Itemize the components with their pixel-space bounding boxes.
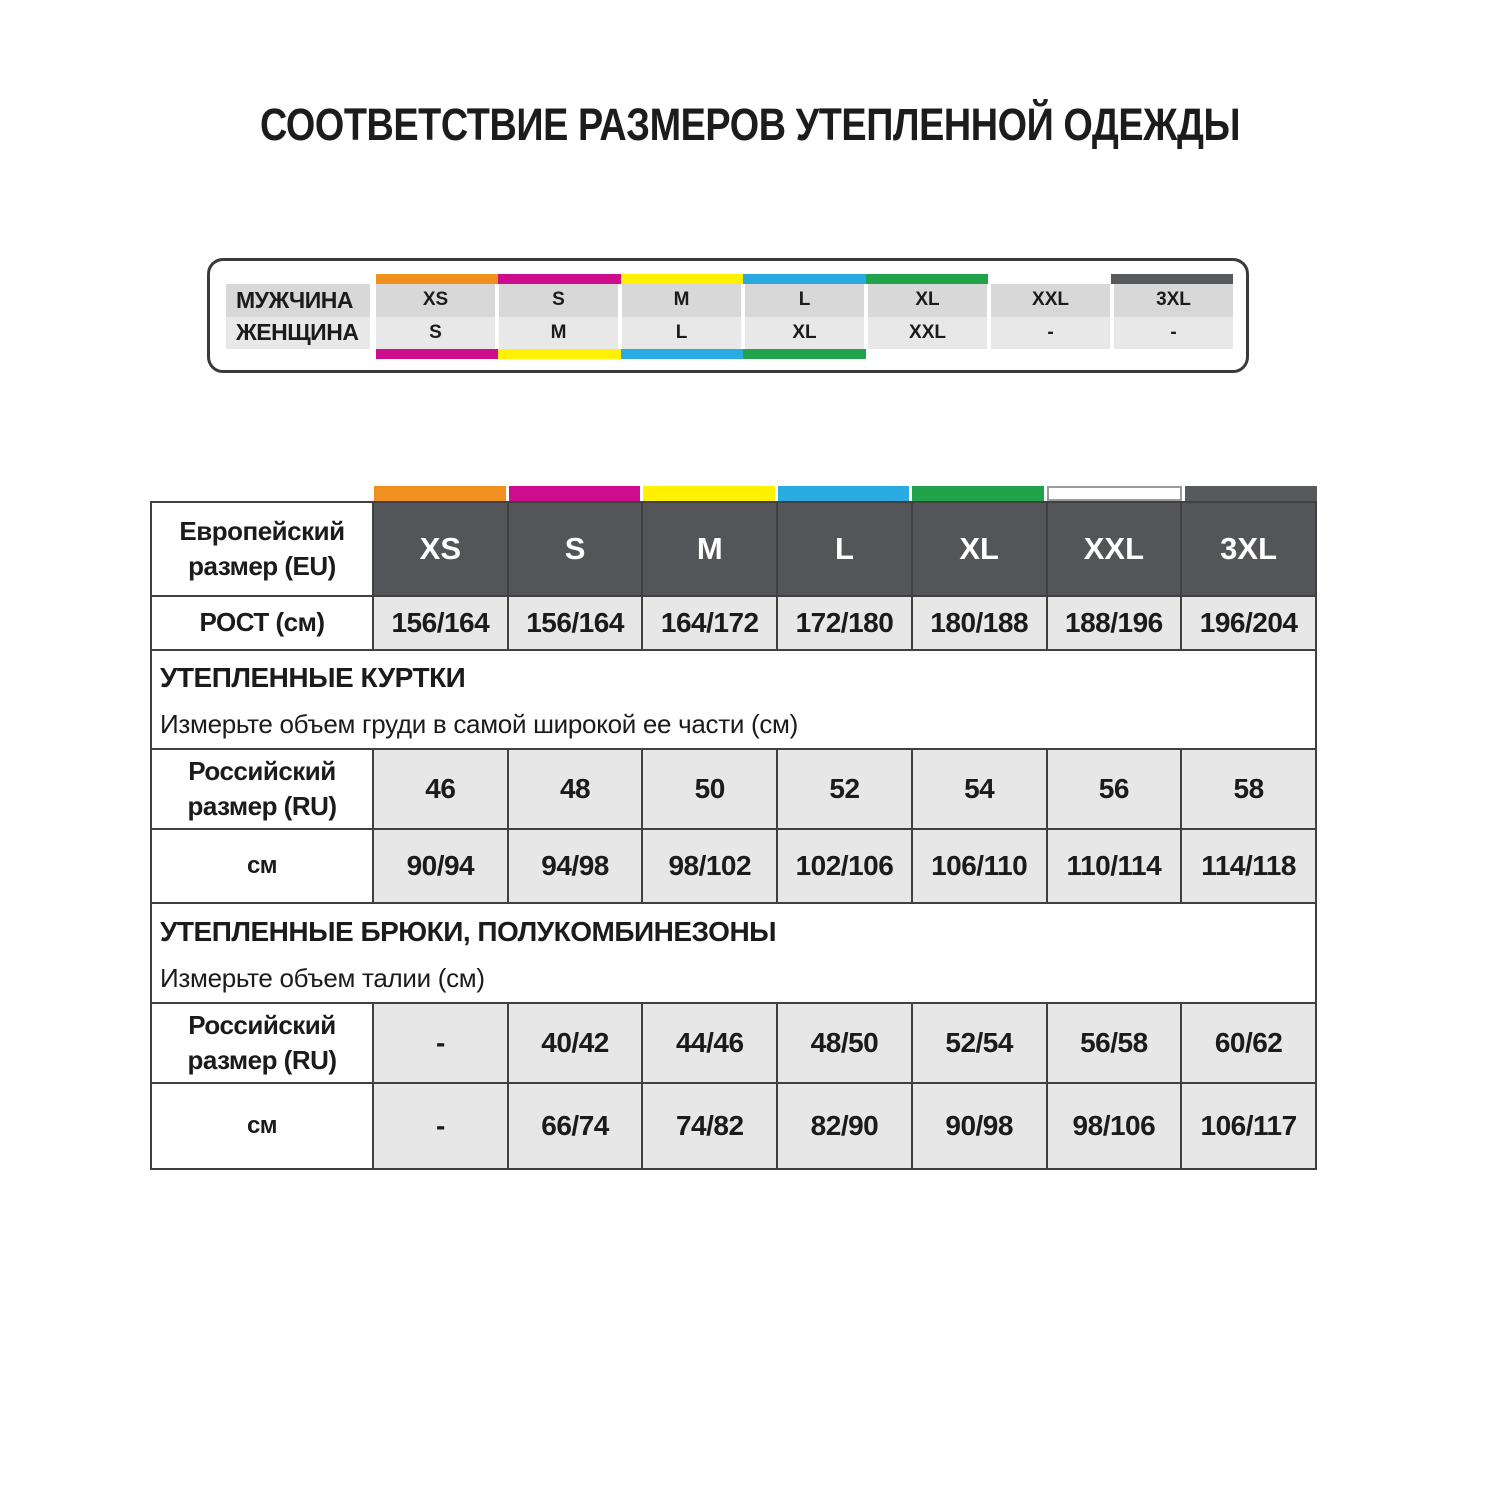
section-title: УТЕПЛЕННЫЕ КУРТКИ <box>160 662 466 693</box>
cm-value: 106/110 <box>912 829 1047 903</box>
ru-size-value: - <box>373 1003 508 1083</box>
height-value: 156/164 <box>373 596 508 650</box>
section-title: УТЕПЛЕННЫЕ БРЮКИ, ПОЛУКОМБИНЕЗОНЫ <box>160 915 777 947</box>
eu-size-header: XXL <box>1047 502 1182 596</box>
size-table <box>150 501 1317 1170</box>
gender-row-label: МУЖЧИНА <box>226 284 376 316</box>
gender-size-box <box>207 258 1249 373</box>
gender-size-value: L <box>622 317 745 349</box>
ru-size-value: 56 <box>1047 749 1182 829</box>
color-bar-blue <box>743 274 865 284</box>
gender-row-label: ЖЕНЩИНА <box>226 317 376 349</box>
color-bar-empty <box>866 349 988 359</box>
ru-size-value: 48 <box>508 749 643 829</box>
height-value: 196/204 <box>1181 596 1316 650</box>
color-bar-orange <box>374 486 506 501</box>
gender-size-value: - <box>1114 317 1233 349</box>
gender-size-value: XL <box>868 284 991 316</box>
height-value: 156/164 <box>508 596 643 650</box>
cm-value: - <box>373 1083 508 1169</box>
eu-size-header: XS <box>373 502 508 596</box>
gender-size-value: XXL <box>868 317 991 349</box>
color-bar-orange <box>376 274 498 284</box>
section-jackets <box>151 650 1316 749</box>
ru-size-value: 54 <box>912 749 1047 829</box>
color-bar-white <box>1047 486 1183 501</box>
ru-size-value: 48/50 <box>777 1003 912 1083</box>
ru-size-value: 44/46 <box>642 1003 777 1083</box>
color-bar-yellow <box>498 349 620 359</box>
color-bar-empty <box>988 274 1110 284</box>
ru-size-value: 46 <box>373 749 508 829</box>
cm-value: 98/106 <box>1047 1083 1182 1169</box>
ru-size-value: 56/58 <box>1047 1003 1182 1083</box>
gender-size-value: S <box>499 284 622 316</box>
color-bar-green <box>743 349 865 359</box>
section-subtitle: Измерьте объем груди в самой широкой ее части (см) <box>160 709 798 739</box>
eu-size-header: S <box>508 502 643 596</box>
height-value: 172/180 <box>777 596 912 650</box>
eu-size-header: M <box>642 502 777 596</box>
ru-size-label: Российский размер (RU) <box>151 1003 373 1083</box>
gender-size-value: S <box>376 317 499 349</box>
eu-size-header: XL <box>912 502 1047 596</box>
table-color-bars <box>374 486 1317 501</box>
height-label: РОСТ (см) <box>151 596 373 650</box>
height-value: 188/196 <box>1047 596 1182 650</box>
cm-value: 90/94 <box>373 829 508 903</box>
color-bar-blue <box>621 349 743 359</box>
color-bar-gray <box>1185 486 1317 501</box>
cm-label: см <box>151 829 373 903</box>
ru-size-value: 50 <box>642 749 777 829</box>
color-bar-yellow <box>621 274 743 284</box>
gender-size-value: L <box>745 284 868 316</box>
section-pants <box>151 903 1316 1003</box>
gender-size-value: - <box>991 317 1114 349</box>
ru-size-value: 52 <box>777 749 912 829</box>
gender-top-color-bars <box>376 274 1233 284</box>
ru-size-value: 60/62 <box>1181 1003 1316 1083</box>
color-bar-magenta <box>509 486 641 501</box>
cm-value: 114/118 <box>1181 829 1316 903</box>
height-value: 164/172 <box>642 596 777 650</box>
color-bar-magenta <box>376 349 498 359</box>
color-bar-magenta <box>498 274 620 284</box>
ru-size-value: 52/54 <box>912 1003 1047 1083</box>
cm-value: 102/106 <box>777 829 912 903</box>
color-bar-yellow <box>643 486 775 501</box>
page-title: СООТВЕТСТВИЕ РАЗМЕРОВ УТЕПЛЕННОЙ ОДЕЖДЫ <box>259 99 1241 150</box>
color-bar-green <box>866 274 988 284</box>
ru-size-value: 58 <box>1181 749 1316 829</box>
cm-label: см <box>151 1083 373 1169</box>
gender-size-value: M <box>622 284 745 316</box>
cm-value: 94/98 <box>508 829 643 903</box>
cm-value: 106/117 <box>1181 1083 1316 1169</box>
gender-size-value: M <box>499 317 622 349</box>
men-sizes-row <box>226 284 1233 316</box>
eu-size-label: Европейский размер (EU) <box>151 502 373 596</box>
cm-value: 110/114 <box>1047 829 1182 903</box>
cm-value: 74/82 <box>642 1083 777 1169</box>
size-table-block <box>150 486 1317 1170</box>
eu-size-header: L <box>777 502 912 596</box>
color-bar-empty <box>1111 349 1233 359</box>
color-bar-gray <box>1111 274 1233 284</box>
section-subtitle: Измерьте объем талии (см) <box>160 962 485 993</box>
cm-value: 66/74 <box>508 1083 643 1169</box>
color-bar-empty <box>988 349 1110 359</box>
gender-size-value: XS <box>376 284 499 316</box>
color-bar-blue <box>778 486 910 501</box>
ru-size-value: 40/42 <box>508 1003 643 1083</box>
gender-bottom-color-bars <box>376 349 1233 359</box>
cm-value: 90/98 <box>912 1083 1047 1169</box>
ru-size-label: Российский размер (RU) <box>151 749 373 829</box>
women-sizes-row <box>226 317 1233 349</box>
gender-size-value: XXL <box>991 284 1114 316</box>
eu-size-header: 3XL <box>1181 502 1316 596</box>
cm-value: 98/102 <box>642 829 777 903</box>
color-bar-green <box>912 486 1044 501</box>
height-value: 180/188 <box>912 596 1047 650</box>
cm-value: 82/90 <box>777 1083 912 1169</box>
gender-size-value: 3XL <box>1114 284 1233 316</box>
gender-size-value: XL <box>745 317 868 349</box>
